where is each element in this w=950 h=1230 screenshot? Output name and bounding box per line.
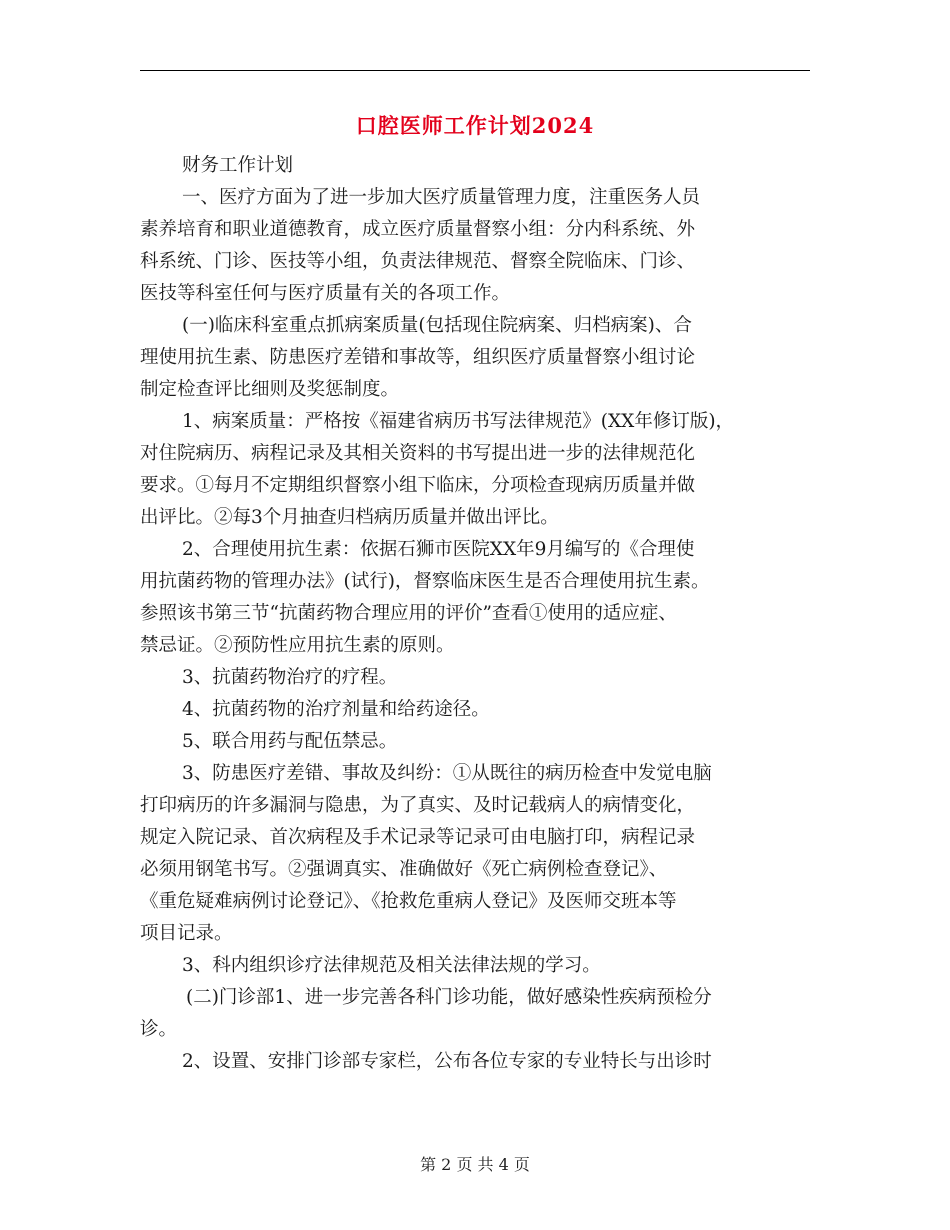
paragraph-line: 3、抗菌药物治疗的疗程。 [182,667,398,688]
paragraph-line: 3、防患医疗差错、事故及纠纷：①从既往的病历检查中发觉电脑 [182,763,712,784]
paragraph-line: 参照该书第三节“抗菌药物合理应用的评价”查看①使用的适应症、 [140,603,677,624]
paragraph-line: 一、医疗方面为了进一步加大医疗质量管理力度，注重医务人员 [182,187,701,208]
paragraph-line: 3、科内组织诊疗法律规范及相关法律法规的学习。 [182,955,601,976]
paragraph-line: 制定检查评比细则及奖惩制度。 [140,379,400,400]
paragraph-line: 《重危疑难病例讨论登记》、《抢救危重病人登记》及医师交班本等 [140,891,677,912]
paragraph-line: 规定入院记录、首次病程及手术记录等记录可由电脑打印，病程记录 [140,827,696,848]
paragraph-line: 素养培育和职业道德教育，成立医疗质量督察小组：分内科系统、外 [140,219,696,240]
paragraph-line: 财务工作计划 [182,155,294,176]
paragraph-line: 科系统、门诊、医技等小组，负责法律规范、督察全院临床、门诊、 [140,251,696,272]
paragraph-line: 4、抗菌药物的治疗剂量和给药途径。 [182,699,490,720]
paragraph-line: 2、合理使用抗生素：依据石狮市医院XX年9月编写的《合理使 [182,539,695,560]
paragraph-line: 2、设置、安排门诊部专家栏，公布各位专家的专业特长与出诊时 [182,1051,712,1072]
paragraph-line: 禁忌证。②预防性应用抗生素的原则。 [140,635,455,656]
paragraph-line: 项目记录。 [140,923,233,944]
paragraph-line: 理使用抗生素、防患医疗差错和事故等，组织医疗质量督察小组讨论 [140,347,696,368]
paragraph-line: 用抗菌药物的管理办法》(试行)，督察临床医生是否合理使用抗生素。 [140,571,710,592]
paragraph-line: 医技等科室任何与医疗质量有关的各项工作。 [140,283,511,304]
document-title: 口腔医师工作计划2024 [355,113,595,138]
paragraph-line: (一)临床科室重点抓病案质量(包括现住院病案、归档病案)、合 [182,315,692,336]
paragraph-line: (二)门诊部1、进一步完善各科门诊功能，做好感染性疾病预检分 [186,987,712,1008]
paragraph-line: 1、病案质量：严格按《福建省病历书写法律规范》(XX年修订版)， [182,411,735,432]
document-body [140,150,820,1078]
paragraph-line: 要求。①每月不定期组织督察小组下临床，分项检查现病历质量并做 [140,475,696,496]
paragraph-line: 对住院病历、病程记录及其相关资料的书写提出进一步的法律规范化 [140,443,696,464]
header-rule [140,70,810,71]
paragraph-line: 必须用钢笔书写。②强调真实、准确做好《死亡病例检查登记》、 [140,859,668,880]
paragraph-line: 打印病历的许多漏洞与隐患，为了真实、及时记载病人的病情变化， [140,795,696,816]
paragraph-line: 5、联合用药与配伍禁忌。 [182,731,398,752]
page-number: 第 2 页 共 4 页 [420,1155,530,1174]
paragraph-line: 诊。 [140,1019,178,1040]
paragraph-line: 出评比。②每3个月抽查归档病历质量并做出评比。 [140,507,559,528]
